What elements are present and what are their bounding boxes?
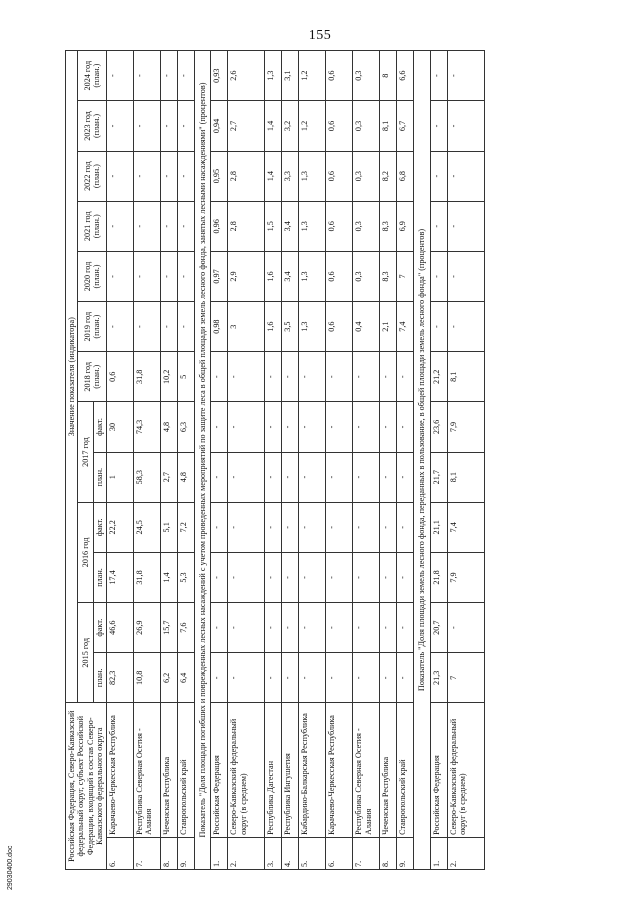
value-cell: 6,8 [397,151,414,201]
value-cell: 0,96 [211,201,228,251]
value-cell: - [106,51,133,101]
value-cell: 3,5 [282,302,299,352]
value-cell: - [447,51,484,101]
value-cell: 0,93 [211,51,228,101]
value-cell: 7,4 [447,502,484,552]
value-cell: - [282,402,299,452]
value-cell: 7 [447,653,484,703]
value-cell: - [380,603,397,653]
value-cell: 82,3 [106,653,133,703]
value-cell: 10,8 [133,653,160,703]
table-row [380,51,397,870]
region-name: Республика Северная Осетия - Алания [353,703,380,837]
value-cell: - [160,302,177,352]
value-cell: 5 [177,352,194,402]
value-cell: - [265,603,282,653]
value-cell: - [299,502,326,552]
value-cell: 26,9 [133,603,160,653]
value-cell: 6,3 [177,402,194,452]
value-cell: - [397,402,414,452]
document-filename: 29030400.doc [7,845,14,890]
value-cell: - [380,552,397,602]
row-index: 2. [228,837,265,869]
value-cell: 2,6 [228,51,265,101]
value-cell: 2,7 [160,452,177,502]
value-cell: 2,7 [228,101,265,151]
value-cell: 1,3 [299,302,326,352]
value-cell: - [353,352,380,402]
value-cell: 1,4 [265,151,282,201]
value-cell: - [211,402,228,452]
value-cell: 0,6 [326,302,353,352]
region-name: Чеченская Республика [380,703,397,837]
value-cell: 31,8 [133,552,160,602]
table-row [397,51,414,870]
value-cell: 5,3 [177,552,194,602]
row-index: 1. [430,837,447,869]
value-cell: 8,1 [447,452,484,502]
table-row [326,51,353,870]
value-cell: 6,9 [397,201,414,251]
value-cell: - [380,452,397,502]
value-cell: - [282,653,299,703]
value-cell: - [133,151,160,201]
value-cell: - [282,502,299,552]
indicator-table [65,50,485,870]
value-cell: 4,8 [177,452,194,502]
table-row [211,51,228,870]
value-cell: 7,9 [447,402,484,452]
value-cell: - [397,352,414,402]
value-cell: 30 [106,402,133,452]
section-title-forest-lease: Показатель "Доля площади земель лесного фонда, переданных в пользование, в общей площади земель лесного фонда" (процентов) [414,51,430,870]
value-cell: - [430,251,447,301]
value-cell: - [326,352,353,402]
region-name: Чеченская Республика [160,703,177,837]
value-cell: 3 [228,302,265,352]
value-cell: - [211,653,228,703]
value-cell: 21,8 [430,552,447,602]
row-index: 4. [282,837,299,869]
value-cell: 10,2 [160,352,177,402]
value-cell: 0,4 [353,302,380,352]
value-cell: 8,1 [447,352,484,402]
region-name: Республика Ингушетия [282,703,299,837]
value-cell: 6,2 [160,653,177,703]
value-cell: - [430,151,447,201]
value-cell: 4,8 [160,402,177,452]
table-row [430,51,447,870]
year-header: 2019 год (план.) [78,302,106,352]
value-cell: 0,3 [353,151,380,201]
year-header: 2023 год (план.) [78,101,106,151]
value-cell: - [397,452,414,502]
plan-subheader: план. [94,452,106,502]
value-cell: 0,6 [326,251,353,301]
value-cell: - [265,653,282,703]
value-cell: - [447,151,484,201]
value-cell: - [106,101,133,151]
value-cell: - [326,502,353,552]
value-cell: 7,6 [177,603,194,653]
table-row [447,51,484,870]
value-cell: - [177,151,194,201]
year-header: 2016 год [78,502,94,602]
region-name: Кабардино-Балкарская Республика [299,703,326,837]
value-cell: - [228,552,265,602]
row-index: 5. [299,837,326,869]
value-cell: 31,8 [133,352,160,402]
value-cell: 1,3 [299,151,326,201]
value-cell: 21,7 [430,452,447,502]
value-cell: - [211,603,228,653]
region-name: Карачаево-Черкесская Республика [326,703,353,837]
rotated-table-container [65,50,585,870]
value-cell: - [447,302,484,352]
row-index: 2. [447,837,484,869]
value-cell: - [397,552,414,602]
value-cell: - [177,251,194,301]
value-cell: 2,9 [228,251,265,301]
value-cell: - [397,502,414,552]
value-cell: - [326,653,353,703]
plan-subheader: план. [94,653,106,703]
value-cell: - [430,101,447,151]
fact-subheader: факт. [94,402,106,452]
value-cell: - [282,552,299,602]
value-cell: - [299,603,326,653]
value-cell: - [228,502,265,552]
value-cell: - [228,352,265,402]
table-row [106,51,133,870]
value-cell: - [133,302,160,352]
value-cell: - [380,402,397,452]
value-cell: - [299,402,326,452]
value-cell: 3,1 [282,51,299,101]
value-cell: - [326,402,353,452]
value-cell: 24,5 [133,502,160,552]
value-cell: 1,4 [160,552,177,602]
value-cell: 0,94 [211,101,228,151]
value-cell: - [430,51,447,101]
value-cell: - [380,653,397,703]
region-name: Ставропольский край [177,703,194,837]
value-cell: 0,98 [211,302,228,352]
section-title-damaged-forest: Показатель "Доля площади погибших и поврежденных лесных насаждений с учетом проведенных мероприятий по защите леса в общей площади земель лесного фонда, занятых лесными насаждениями" (процентов) [194,51,210,870]
year-header: 2017 год [78,402,94,502]
value-cell: 0,3 [353,251,380,301]
value-cell: - [160,101,177,151]
region-name: Российская Федерация [430,703,447,837]
table-row [228,51,265,870]
value-cell: - [265,402,282,452]
value-cell: - [177,101,194,151]
value-cell: 0,6 [326,201,353,251]
value-cell: 74,3 [133,402,160,452]
value-cell: 0,6 [326,51,353,101]
value-cell: - [282,452,299,502]
value-cell: - [177,51,194,101]
region-name: Российская Федерация [211,703,228,837]
value-cell: - [160,201,177,251]
section-row [194,51,210,870]
value-cell: 1,2 [299,101,326,151]
value-cell: - [211,552,228,602]
value-cell: 0,3 [353,51,380,101]
value-cell: 2,8 [228,201,265,251]
value-cell: - [160,251,177,301]
value-cell: - [447,101,484,151]
value-cell: - [265,352,282,402]
value-cell: - [380,352,397,402]
value-cell: - [228,653,265,703]
row-index: 9. [397,837,414,869]
value-cell: - [211,502,228,552]
row-index: 9. [177,837,194,869]
value-cell: 5,1 [160,502,177,552]
year-header: 2020 год (план.) [78,251,106,301]
section-row [414,51,430,870]
value-cell: - [177,302,194,352]
value-cell: - [353,552,380,602]
year-header: 2022 год (план.) [78,151,106,201]
value-cell: - [177,201,194,251]
year-header: 2018 год (план.) [78,352,106,402]
value-cell: - [282,603,299,653]
fact-subheader: факт. [94,603,106,653]
value-cell: - [211,352,228,402]
table-row [282,51,299,870]
table-row [177,51,194,870]
value-cell: 1,3 [299,201,326,251]
value-cell: 7,9 [447,552,484,602]
value-cell: 3,2 [282,101,299,151]
value-cell: - [133,201,160,251]
value-cell: 0,97 [211,251,228,301]
value-cell: 21,3 [430,653,447,703]
value-cell: 3,3 [282,151,299,201]
value-cell: - [430,302,447,352]
value-cell: 1,6 [265,251,282,301]
value-cell: 0,95 [211,151,228,201]
row-index: 6. [326,837,353,869]
value-cell: 46,6 [106,603,133,653]
value-cell: - [228,402,265,452]
value-cell: 7 [397,251,414,301]
value-cell: - [160,51,177,101]
value-cell: 6,7 [397,101,414,151]
year-header: 2021 год (план.) [78,201,106,251]
row-index: 7. [353,837,380,869]
value-cell: - [299,653,326,703]
region-name: Северо-Кавказский федеральный округ (в среднем) [447,703,484,837]
value-cell: 3,4 [282,251,299,301]
value-cell: 0,3 [353,201,380,251]
value-cell: - [106,151,133,201]
value-cell: - [447,201,484,251]
value-cell: - [353,502,380,552]
value-cell: - [228,452,265,502]
value-cell: - [326,552,353,602]
value-cell: 1,4 [265,101,282,151]
value-cell: 6,4 [177,653,194,703]
value-cell: 1 [106,452,133,502]
row-index: 8. [380,837,397,869]
value-cell: 0,6 [326,151,353,201]
row-index: 3. [265,837,282,869]
value-cell: - [326,452,353,502]
value-cell: - [133,101,160,151]
value-cell: - [282,352,299,402]
value-cell: - [211,452,228,502]
value-cell: - [353,603,380,653]
value-cell: 1,5 [265,201,282,251]
value-cell: - [228,603,265,653]
value-cell: - [265,552,282,602]
value-cell: 15,7 [160,603,177,653]
value-cell: - [265,452,282,502]
value-cell: 8,3 [380,201,397,251]
fact-subheader: факт. [94,502,106,552]
row-index: 8. [160,837,177,869]
value-cell: 0,6 [106,352,133,402]
table-row [133,51,160,870]
value-cell: - [106,251,133,301]
value-cell: 0,6 [326,101,353,151]
value-cell: 21,2 [430,352,447,402]
value-cell: - [106,302,133,352]
indicator-header: Значение показателя (индикатора) [66,51,78,703]
value-cell: 0,3 [353,101,380,151]
plan-subheader: план. [94,552,106,602]
value-cell: - [430,201,447,251]
table-body [106,51,484,870]
value-cell: - [326,603,353,653]
year-header: 2015 год [78,603,94,703]
value-cell: - [447,603,484,653]
region-name: Ставропольский край [397,703,414,837]
table-row [160,51,177,870]
region-name: Северо-Кавказский федеральный округ (в среднем) [228,703,265,837]
value-cell: 7,2 [177,502,194,552]
value-cell: - [380,502,397,552]
value-cell: - [133,251,160,301]
value-cell: 23,6 [430,402,447,452]
region-header: Российская Федерация, Северо-Кавказский федеральный округ, субъект Российской Федерации, входящий в состав Северо-Кавказского федерального округа [66,703,107,870]
region-name: Карачаево-Черкесская Республика [106,703,133,837]
value-cell: 8,1 [380,101,397,151]
value-cell: 8,2 [380,151,397,201]
value-cell: - [299,352,326,402]
value-cell: 20,7 [430,603,447,653]
value-cell: 3,4 [282,201,299,251]
page-number: 155 [308,28,332,43]
value-cell: - [265,502,282,552]
row-index: 7. [133,837,160,869]
value-cell: - [447,251,484,301]
value-cell: 1,3 [265,51,282,101]
value-cell: 1,2 [299,51,326,101]
value-cell: - [397,653,414,703]
value-cell: - [133,51,160,101]
year-header: 2024 год (план.) [78,51,106,101]
row-index: 1. [211,837,228,869]
value-cell: 8 [380,51,397,101]
value-cell: - [397,603,414,653]
value-cell: - [299,552,326,602]
table-row [353,51,380,870]
region-name: Республика Дагестан [265,703,282,837]
table-row [265,51,282,870]
value-cell: 21,1 [430,502,447,552]
value-cell: 7,4 [397,302,414,352]
value-cell: 1,6 [265,302,282,352]
value-cell: 58,3 [133,452,160,502]
value-cell: - [106,201,133,251]
value-cell: - [160,151,177,201]
region-name: Республика Северная Осетия - Алания [133,703,160,837]
value-cell: - [353,402,380,452]
value-cell: - [353,653,380,703]
value-cell: 1,3 [299,251,326,301]
value-cell: - [299,452,326,502]
table-row [299,51,326,870]
row-index: 6. [106,837,133,869]
value-cell: 2,1 [380,302,397,352]
value-cell: 22,2 [106,502,133,552]
value-cell: 2,8 [228,151,265,201]
value-cell: 8,3 [380,251,397,301]
value-cell: 17,4 [106,552,133,602]
value-cell: 6,6 [397,51,414,101]
value-cell: - [353,452,380,502]
